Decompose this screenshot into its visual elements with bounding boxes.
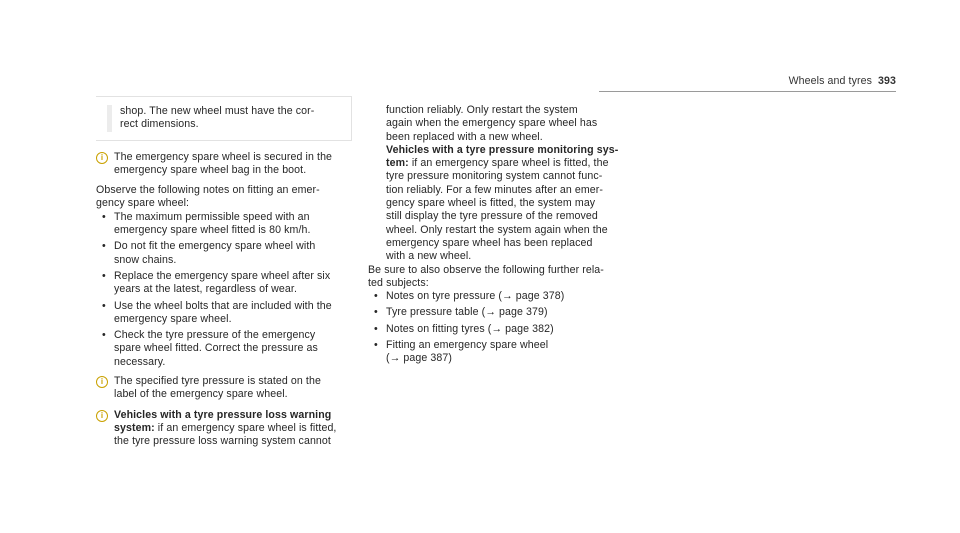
info-text — [114, 409, 352, 449]
info-text: The emergency spare wheel is secured in the emergency spare wheel bag in the boot. — [114, 150, 333, 176]
related-links-list — [368, 290, 624, 365]
info-note-pressure-label — [96, 375, 352, 402]
left-column — [96, 96, 352, 456]
list-item: • Do not fit the emergency spare wheel with snow chains. — [96, 240, 352, 267]
info-icon: i — [96, 152, 108, 164]
list-item: • Check the tyre pressure of the emergency spare wheel fitted. Correct the pressure as necessary. — [96, 329, 352, 369]
header-rule — [599, 91, 896, 92]
tpms-body: if an emergency spare wheel is fitted, the tyre pressure monitoring system cannot func- tion reliably. For a few minutes after an emer- gency spare wheel is fitted, the system may still display the tyre pressure of the removed wheel. Only restart the system again when the emergency spare wheel has been replaced with a new wheel. — [386, 157, 609, 263]
list-item: • Replace the emergency spare wheel after six years at the latest, regardless of wear. — [96, 270, 352, 297]
info-icon: i — [96, 376, 108, 388]
note-box-bar — [107, 105, 112, 132]
info-text: The specified tyre pressure is stated on the label of the emergency spare wheel. — [114, 375, 321, 401]
section-title: Wheels and tyres — [788, 75, 873, 87]
loss-warning-continuation — [368, 104, 624, 264]
info-heading: Vehicles with a tyre pressure loss warning system: — [114, 408, 332, 434]
list-item: • The maximum permissible speed with an emergency spare wheel fitted is 80 km/h. — [96, 211, 352, 238]
spare-wheel-notes-list — [96, 211, 352, 369]
info-body: if an emergency spare wheel is fitted, the tyre pressure loss warning system cannot — [114, 421, 337, 448]
page-number: 393 — [878, 75, 896, 87]
info-note-loss-warning — [96, 409, 352, 449]
info-icon: i — [96, 410, 108, 422]
link-tyre-pressure-table[interactable]: • Tyre pressure table (→ page 379) — [368, 306, 624, 319]
continuation-text: function reliably. Only restart the system again when the emergency spare wheel has been replaced with a new wheel. — [386, 104, 598, 143]
note-box-text: shop. The new wheel must have the cor- rect dimensions. — [120, 105, 315, 131]
running-header — [789, 75, 896, 88]
right-column — [368, 104, 624, 372]
observe-intro: Observe the following notes on fitting an emer- gency spare wheel: — [96, 184, 320, 210]
note-box — [96, 96, 352, 141]
info-note-bag — [96, 151, 352, 178]
link-fitting-spare-wheel[interactable]: • Fitting an emergency spare wheel (→ page 387) — [368, 339, 624, 366]
list-item: • Use the wheel bolts that are included with the emergency spare wheel. — [96, 300, 352, 327]
related-subjects-intro: Be sure to also observe the following further rela- ted subjects: — [368, 263, 604, 289]
link-tyre-pressure[interactable]: • Notes on tyre pressure (→ page 378) — [368, 290, 624, 303]
tpms-heading: Vehicles with a tyre pressure monitoring sys- tem: — [386, 143, 619, 170]
link-fitting-tyres[interactable]: • Notes on fitting tyres (→ page 382) — [368, 323, 624, 336]
tpms-paragraph — [386, 144, 624, 264]
